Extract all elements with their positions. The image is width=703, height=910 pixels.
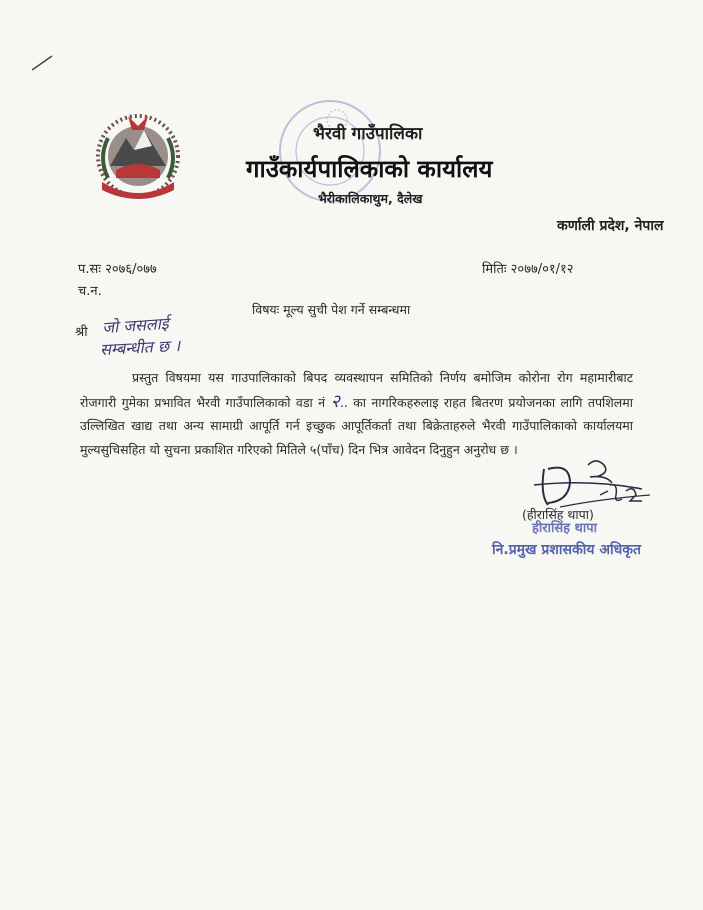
signatory-name: (हीरासिंह थापा) [522,507,594,522]
stamp-signatory-title: नि.प्रमुख प्रशासकीय अधिकृत [492,542,641,558]
office-address: भैरीकालिकाथुम, दैलेख [318,191,423,206]
dispatch-number: च.न. [78,284,102,299]
province-name: कर्णाली प्रदेश, नेपाल [557,218,664,234]
subject-line: विषयः मूल्य सुची पेश गर्ने सम्बन्धमा [252,302,411,317]
pen-stroke-mark [30,52,54,72]
body-text-part2: .. का नागरिकहरुलाइ राहत बितरण प्रयोजनका लागि तपशिलमा उल्लिखित खाद्य तथा अन्य सामाग्री आपूर्ति गर्न इच्छुक आपूर्तिकर्ता तथा बिक्रेताहरुले भैरवी गाउँपालिकाको कार्यालयमा मुल्यसुचिसहित यो सुचना प्रकाशित गरिएको मितिले ५(पाँच) दिन भित्र आवेदन दिनुहुन अनुरोध छ । [80,394,633,457]
nepal-emblem-logo [88,108,188,200]
body-text-part1: प्रस्तुत विषयमा यस गाउपालिकाको बिपद व्यवस्थापन समितिको निर्णय बमोजिम कोरोना रोग महामारीबाट रोजगारी गुमेका प्रभावित भैरवी गाउँपालिकाको वडा नं [80,370,633,410]
stamp-signatory-name: हीरासिंह थापा [532,521,597,536]
municipality-name: भैरवी गाउँपालिका [313,124,423,144]
letter-date: मितिः २०७७/०१/१२ [482,262,574,277]
recipient-prefix: श्री [75,325,88,340]
handwritten-recipient-line2: सम्बन्धीत छ । [99,335,181,360]
handwritten-recipient-line1: जो जसलाई [101,313,170,338]
handwritten-ward-number: २ [330,390,340,412]
office-title: गाउँकार्यपालिकाको कार्यालय [246,155,493,183]
letter-body [80,366,633,461]
reference-number: प.सः २०७६/०७७ [78,262,157,277]
